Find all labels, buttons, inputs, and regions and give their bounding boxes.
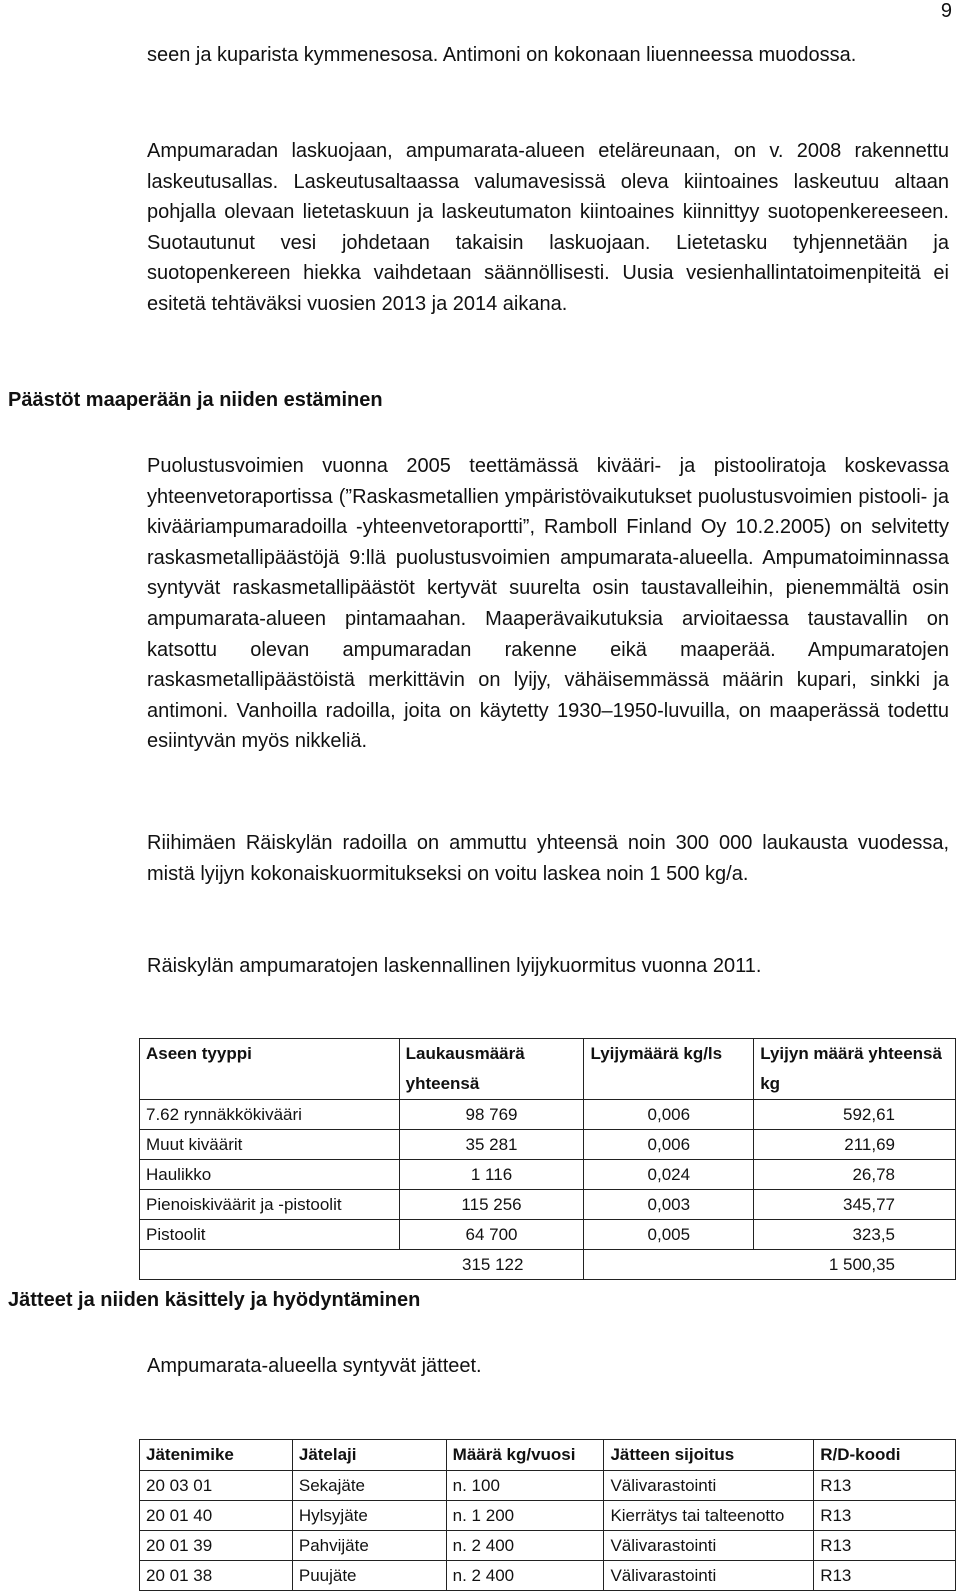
cell-waste-code: 20 03 01: [140, 1471, 293, 1501]
table-header-row: [140, 1039, 956, 1100]
cell-lead-per-shot: 0,024: [584, 1160, 754, 1190]
col-rd-code: R/D-koodi: [814, 1440, 956, 1471]
cell-waste-code: 20 01 38: [140, 1561, 293, 1591]
col-lead-total: Lyijyn määrä yhteensä kg: [754, 1039, 956, 1100]
table-row: [140, 1220, 956, 1250]
cell-total-lead: 1 500,35: [584, 1250, 956, 1280]
col-shot-count: Laukausmäärä yhteensä: [399, 1039, 584, 1100]
cell-amount: n. 2 400: [446, 1561, 604, 1591]
cell-lead-per-shot: 0,005: [584, 1220, 754, 1250]
cell-rd-code: R13: [814, 1561, 956, 1591]
cell-weapon: Pistoolit: [140, 1220, 400, 1250]
cell-waste-code: 20 01 39: [140, 1531, 293, 1561]
table-header-row: [140, 1440, 956, 1471]
cell-lead-total: 211,69: [754, 1130, 956, 1160]
cell-rd-code: R13: [814, 1471, 956, 1501]
col-waste-code: Jätenimike: [140, 1440, 293, 1471]
cell-weapon: 7.62 rynnäkkökivääri: [140, 1100, 400, 1130]
table-row: [140, 1531, 956, 1561]
cell-amount: n. 2 400: [446, 1531, 604, 1561]
table-row: [140, 1471, 956, 1501]
paragraph-antimony: seen ja kuparista kymmenesosa. Antimoni on kokonaan liuenneessa muodossa.: [147, 44, 857, 66]
cell-waste-code: 20 01 40: [140, 1501, 293, 1531]
cell-disposal: Välivarastointi: [604, 1561, 814, 1591]
table-total-row: [140, 1250, 956, 1280]
cell-shots: 115 256: [399, 1190, 584, 1220]
cell-lead-total: 26,78: [754, 1160, 956, 1190]
table-row: [140, 1501, 956, 1531]
cell-rd-code: R13: [814, 1501, 956, 1531]
table-caption-lead: Räiskylän ampumaratojen laskennallinen lyijykuormitus vuonna 2011.: [147, 955, 762, 977]
cell-disposal: Välivarastointi: [604, 1531, 814, 1561]
col-waste-type: Jätelaji: [292, 1440, 446, 1471]
cell-amount: n. 1 200: [446, 1501, 604, 1531]
cell-lead-total: 323,5: [754, 1220, 956, 1250]
cell-waste-type: Pahvijäte: [292, 1531, 446, 1561]
cell-shots: 64 700: [399, 1220, 584, 1250]
cell-lead-total: 345,77: [754, 1190, 956, 1220]
col-weapon-type: Aseen tyyppi: [140, 1039, 400, 1100]
cell-waste-type: Puujäte: [292, 1561, 446, 1591]
cell-lead-total: 592,61: [754, 1100, 956, 1130]
cell-weapon: Haulikko: [140, 1160, 400, 1190]
cell-total-shots: 315 122: [140, 1250, 584, 1280]
lead-load-table: [139, 1038, 956, 1280]
cell-amount: n. 100: [446, 1471, 604, 1501]
cell-lead-per-shot: 0,003: [584, 1190, 754, 1220]
table-row: [140, 1130, 956, 1160]
col-amount: Määrä kg/vuosi: [446, 1440, 604, 1471]
waste-table: [139, 1439, 956, 1591]
col-lead-per-shot: Lyijymäärä kg/ls: [584, 1039, 754, 1100]
cell-weapon: Pienoiskiväärit ja -pistoolit: [140, 1190, 400, 1220]
cell-disposal: Välivarastointi: [604, 1471, 814, 1501]
cell-weapon: Muut kiväärit: [140, 1130, 400, 1160]
heading-waste: Jätteet ja niiden käsittely ja hyödyntäminen: [8, 1289, 421, 1311]
page-number: 9: [940, 0, 952, 22]
table-caption-waste: Ampumarata-alueella syntyvät jätteet.: [147, 1355, 482, 1377]
heading-soil-emissions: Päästöt maaperään ja niiden estäminen: [8, 389, 383, 411]
table-row: [140, 1561, 956, 1591]
table-row: [140, 1100, 956, 1130]
cell-disposal: Kierrätys tai talteenotto: [604, 1501, 814, 1531]
cell-shots: 35 281: [399, 1130, 584, 1160]
cell-shots: 98 769: [399, 1100, 584, 1130]
paragraph-settling-basin: Ampumaradan laskuojaan, ampumarata-alueen eteläreunaan, on v. 2008 rakennettu laskeutusallas. Laskeutusaltaassa valumavesissä oleva kiintoaines laskeutuu altaan pohjalla olevaan lietetaskuun ja laskeutumaton kiintoaines kiinnittyy suotopenkereeseen. Suotautunut vesi johdetaan takaisin laskuojaan. Lietetasku tyhjennetään ja suotopenkereen hiekka vaihdetaan säännöllisesti. Uusia vesienhallintatoimenpiteitä ei esitetä tehtäväksi vuosien 2013 ja 2014 aikana.: [147, 140, 949, 315]
cell-lead-per-shot: 0,006: [584, 1130, 754, 1160]
table-row: [140, 1190, 956, 1220]
cell-shots: 1 116: [399, 1160, 584, 1190]
paragraph-heavy-metals: Puolustusvoimien vuonna 2005 teettämässä kivääri- ja pistooliratoja koskevassa yhteenvetoraportissa (”Raskasmetallien ympäristövaikutukset puolustusvoimien pistooli- ja kivääriampumaradoilla -yhteenvetoraportti”, Ramboll Finland Oy 10.2.2005) on selvitetty raskasmetallipäästöjä 9:llä puolustusvoimien ampumarata-alueella. Ampumatoiminnassa syntyvät raskasmetallipäästöt kertyvät suurelta osin taustavalleihin, pienemmältä osin ampumarata-alueen pintamaahan. Maaperävaikutuksia arvioitaessa taustavallin on katsottu olevan ampumaradan rakenne eikä maaperää. Ampumaratojen raskasmetallipäästöistä merkittävin on lyijy, vähäisemmässä määrin kupari, sinkki ja antimoni. Vanhoilla radoilla, joita on käytetty 1930–1950-luvuilla, on maaperässä todettu esiintyvän myös nikkeliä.: [147, 455, 949, 753]
paragraph-shot-count: Riihimäen Räiskylän radoilla on ammuttu yhteensä noin 300 000 laukausta vuodessa, mistä lyijyn kokonaiskuormitukseksi on voitu laskea noin 1 500 kg/a.: [147, 832, 949, 885]
col-disposal: Jätteen sijoitus: [604, 1440, 814, 1471]
cell-lead-per-shot: 0,006: [584, 1100, 754, 1130]
cell-waste-type: Sekajäte: [292, 1471, 446, 1501]
table-row: [140, 1160, 956, 1190]
cell-waste-type: Hylsyjäte: [292, 1501, 446, 1531]
cell-rd-code: R13: [814, 1531, 956, 1561]
